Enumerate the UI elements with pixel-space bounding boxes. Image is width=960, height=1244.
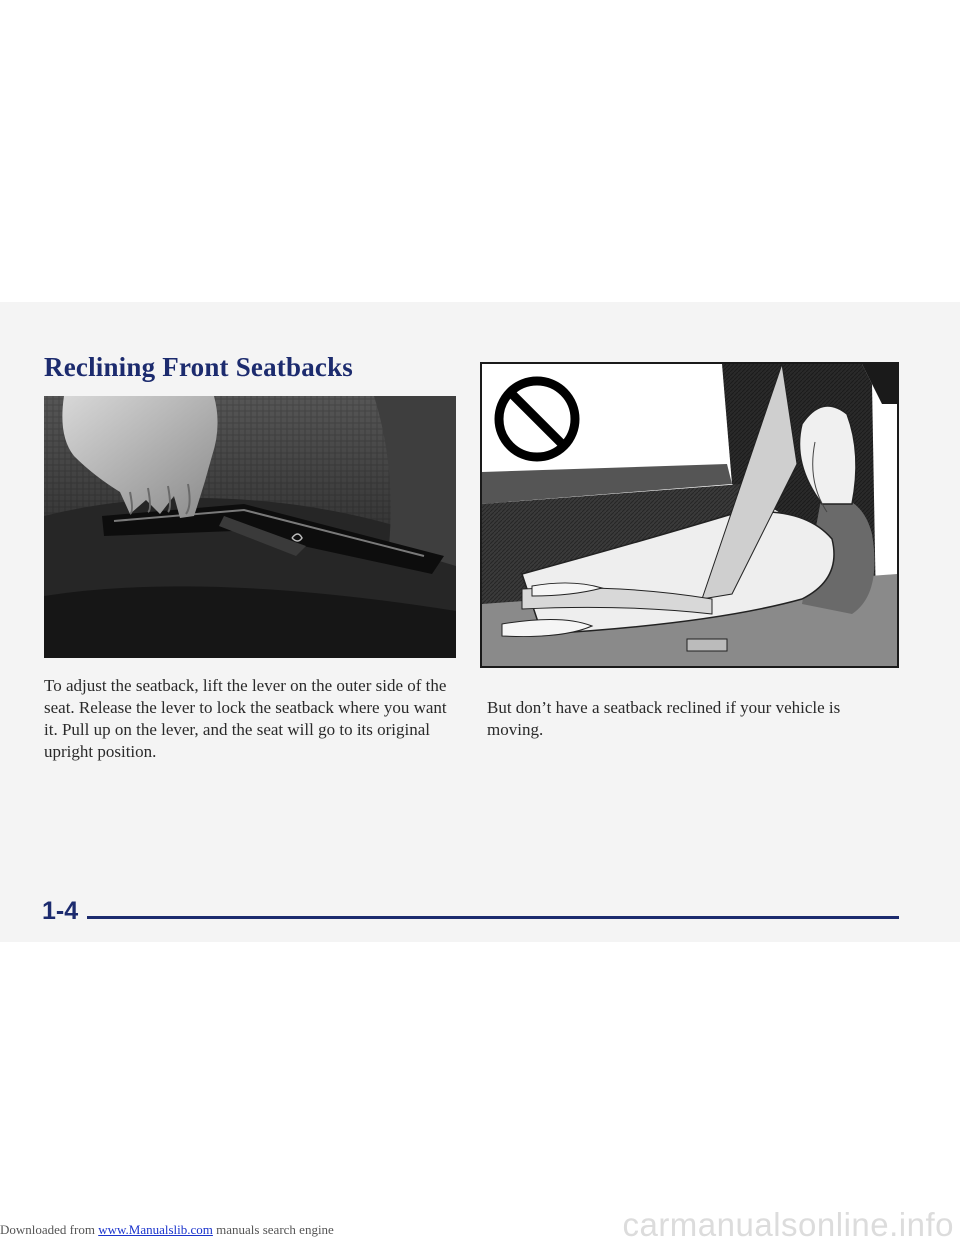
seatback-adjust-paragraph: To adjust the seatback, lift the lever on the outer side of the seat. Release the lever to lock the seatback where you want it. Pull up on the lever, and the seat will go to its original upright position. [44,676,447,761]
manualslib-link[interactable]: www.Manualslib.com [98,1222,213,1237]
footer-prefix: Downloaded from [0,1222,99,1237]
reclined-passenger-illustration [480,362,899,668]
download-footer [0,1222,334,1238]
footer-suffix: manuals search engine [212,1222,334,1237]
reclined-warning-paragraph: But don’t have a seatback reclined if your vehicle is moving. [487,698,841,739]
no-symbol-icon [492,374,582,464]
watermark: carmanualsonline.info [622,1206,954,1243]
section-title: Reclining Front Seatbacks [44,352,354,382]
seat-lever-photo [44,396,456,658]
page-number: 1-4 [42,897,79,925]
footer-rule [87,916,899,919]
